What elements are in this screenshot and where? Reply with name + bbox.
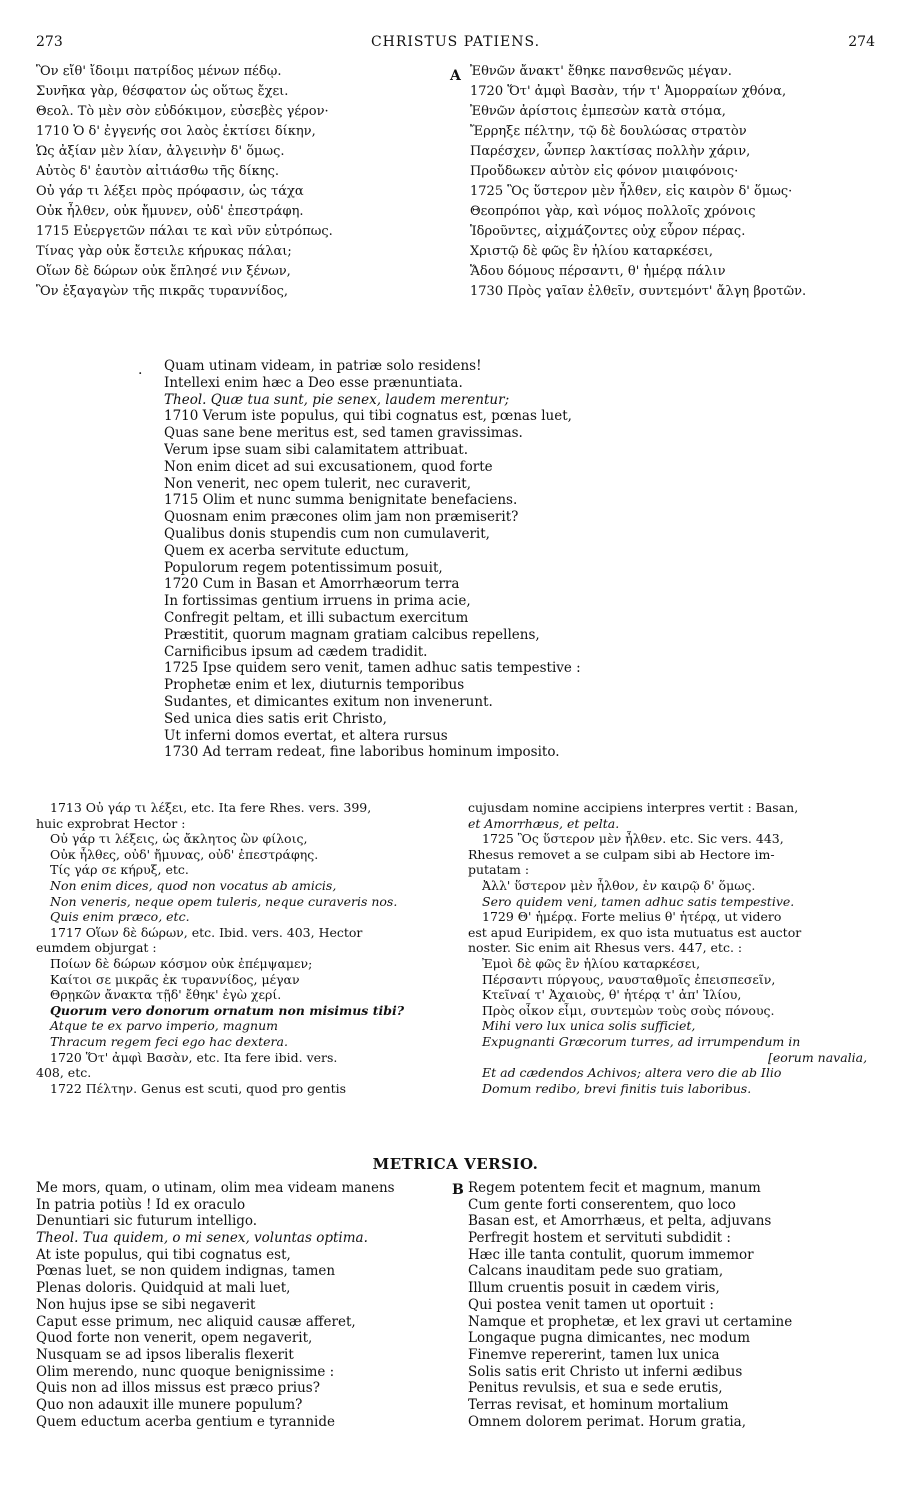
note-line: 1717 Οἵων δὲ δώρων, etc. Ibid. vers. 403, Hector: [50, 924, 363, 940]
note-line: Quorum vero donorum ornatum non misimus tibi?: [50, 1002, 405, 1018]
running-header: [36, 34, 875, 56]
note-line: putatam :: [468, 862, 530, 878]
verse-line: Omnem dolorem perimat. Horum gratia,: [468, 1413, 747, 1430]
greek-line: 1715 Εὐεργετῶν πάλαι τε καὶ νῦν εὐτρόπως.: [36, 224, 333, 239]
verse-line: Calcans inauditam pede suo gratiam,: [468, 1263, 724, 1280]
note-line: Expugnanti Græcorum turres, ad irrumpendum in: [482, 1033, 801, 1049]
latin-line: Quem ex acerba servitute eductum,: [164, 542, 410, 559]
greek-line: Οἵων δὲ δώρων οὐκ ἔπλησέ νιν ξένων,: [36, 264, 291, 279]
latin-translation: [164, 358, 581, 761]
verse-line: Quod forte non venerit, opem negaverit,: [36, 1330, 313, 1347]
greek-line: Ἐθνῶν ἄνακτ' ἔθηκε πανσθενῶς μέγαν.: [470, 64, 732, 79]
latin-line: Quas sane bene meritus est, sed tamen gravissimas.: [164, 425, 523, 442]
verse-line: Theol. Tua quidem, o mi senex, voluntas optima.: [36, 1230, 368, 1247]
verse-line: Qui postea venit tamen ut oportuit :: [468, 1296, 714, 1313]
note-line: Ποίων δὲ δώρων κόσμον οὐκ ἐπέμψαμεν;: [50, 955, 313, 971]
note-line: Ἀλλ' ὕστερον μὲν ἦλθον, ἐν καιρῷ δ' ὅμως.: [482, 877, 756, 893]
latin-line: Sed unica dies satis erit Christo,: [164, 710, 387, 727]
verse-line: Perfregit hostem et servituti subdidit :: [468, 1230, 731, 1247]
greek-line: Αὐτὸς δ' ἑαυτὸν αἰτιάσθω τῆς δίκης.: [36, 164, 279, 179]
note-line: 1722 Πέλτην. Genus est scuti, quod pro gentis: [50, 1080, 347, 1096]
metrica-versio-right-column: [468, 1180, 792, 1430]
greek-line: Ἐθνῶν ἀρίστοις ἐμπεσὼν κατὰ στόμα,: [470, 104, 726, 119]
note-line: et Amorrhæus, et pelta.: [468, 815, 620, 831]
note-line: Τίς γάρ σε κήρυξ, etc.: [50, 862, 189, 878]
greek-line: Οὐ γάρ τι λέξει πρὸς πρόφασιν, ὡς τάχα: [36, 184, 304, 199]
latin-line: Quam utinam videam, in patriæ solo residens!: [164, 358, 482, 374]
note-line: Οὐκ ἦλθες, οὐδ' ἤμυνας, οὐδ' ἐπεστράφης.: [50, 846, 319, 862]
greek-line: Θεοπρόποι γὰρ, καὶ νόμος πολλοῖς χρόνοις: [470, 204, 756, 219]
latin-line: Sudantes, et dimicantes exitum non invenerunt.: [164, 693, 493, 710]
latin-line: Intellexi enim hæc a Deo esse prænuntiata.: [164, 374, 463, 391]
greek-line: Ὃν εἴθ' ἴδοιμι πατρίδος μένων πέδῳ.: [36, 64, 282, 79]
greek-line: Τίνας γὰρ οὐκ ἔστειλε κήρυκας πάλαι;: [36, 244, 292, 259]
metrica-versio-left-column: [36, 1180, 395, 1430]
page-title: CHRISTUS PATIENS.: [370, 34, 541, 50]
latin-line: Theol. Quæ tua sunt, pie senex, laudem merentur;: [164, 391, 510, 408]
note-line: Ἐμοὶ δὲ φῶς ἓν ἡλίου καταρκέσει,: [482, 955, 701, 971]
verse-line: Solis satis erit Christo ut inferni ædibus: [468, 1363, 743, 1380]
verse-line: Cum gente forti conserentem, quo loco: [468, 1196, 736, 1213]
note-line: Rhesus removet a se culpam sibi ab Hectore im-: [468, 846, 775, 862]
latin-line: 1725 Ipse quidem sero venit, tamen adhuc satis tempestive :: [164, 660, 581, 677]
verse-line: Nusquam se ad ipsos liberalis flexerit: [36, 1346, 294, 1363]
greek-line: 1725 Ὃς ὕστερον μὲν ἦλθεν, εἰς καιρὸν δ' ὅμως·: [470, 184, 793, 199]
verse-line: Quis non ad illos missus est præco prius?: [36, 1380, 320, 1397]
greek-line: Παρέσχεν, ὧνπερ λακτίσας πολλὴν χάριν,: [470, 144, 751, 159]
note-line: 1725 Ὃς ὕστερον μὲν ἦλθεν. etc. Sic vers. 443,: [482, 831, 784, 847]
verse-line: Terras revisat, et hominum mortalium: [468, 1396, 729, 1413]
greek-line: Ἅδου δόμους πέρσαντι, θ' ἡμέρᾳ πάλιν: [470, 264, 726, 279]
note-line: Καίτοι σε μικρᾶς ἐκ τυραννίδος, μέγαν: [50, 971, 300, 987]
note-line: est apud Euripidem, ex quo ista mutuatus est auctor: [468, 924, 802, 940]
verse-line: Longaque pugna dimicantes, nec modum: [468, 1330, 751, 1347]
margin-letter-b: B: [452, 1182, 464, 1198]
greek-line: 1720 Ὅτ' ἀμφὶ Βασὰν, τήν τ' Ἀμορραίων χθόνα,: [470, 84, 787, 99]
note-line: Domum redibo, brevi finitis tuis laboribus.: [482, 1080, 752, 1096]
note-line: Πέρσαντι πύργους, ναυσταθμοῖς ἐπεισπεσεῖν,: [482, 971, 776, 987]
verse-line: Denuntiari sic futurum intelligo.: [36, 1213, 258, 1230]
greek-line: Ἔρρηξε πέλτην, τῷ δὲ δουλώσας στρατὸν: [470, 124, 747, 139]
note-line: Θρῃκῶν ἄνακτα τῇδ' ἔθηκ' ἐγὼ χερί.: [50, 987, 282, 1003]
note-line: Non enim dices, quod non vocatus ab amicis,: [50, 877, 337, 893]
verse-line: Regem potentem fecit et magnum, manum: [468, 1180, 761, 1196]
verse-line: Quo non adauxit ille munere populum?: [36, 1396, 303, 1413]
latin-line: Qualibus donis stupendis cum non cumulaverit,: [164, 525, 490, 542]
note-line: Πρὸς οἶκον εἶμι, συντεμὼν τοὺς σοὺς πόνους.: [482, 1002, 775, 1018]
note-line: Quis enim præco, etc.: [50, 909, 190, 925]
verse-line: Hæc ille tanta contulit, quorum immemor: [468, 1246, 754, 1263]
right-page-number: 274: [848, 34, 875, 50]
note-line: Et ad cædendos Achivos; altera vero die ab Ilio: [482, 1065, 782, 1081]
greek-line: Προὔδωκεν αὐτὸν εἰς φόνον μιαιφόνοις·: [470, 164, 739, 179]
verse-line: Quem eductum acerba gentium e tyrannide: [36, 1413, 336, 1430]
verse-line: Illum cruentis posuit in cædem viris,: [468, 1280, 720, 1297]
greek-text-right-column: [470, 62, 806, 302]
verse-line: Plenas doloris. Quidquid at mali luet,: [36, 1280, 291, 1297]
latin-line: Ut inferni domos evertat, et altera rursus: [164, 727, 448, 744]
latin-line: 1720 Cum in Basan et Amorrhæorum terra: [164, 576, 460, 593]
note-line: Οὐ γάρ τι λέξεις, ὡς ἄκλητος ὢν φίλοις,: [50, 831, 308, 847]
greek-line: 1730 Πρὸς γαῖαν ἐλθεῖν, συντεμόντ' ἄλγη βροτῶν.: [470, 284, 807, 299]
latin-line: In fortissimas gentium irruens in prima acie,: [164, 593, 471, 610]
verse-line: Pœnas luet, se non quidem indignas, tamen: [36, 1263, 336, 1280]
latin-line: Populorum regem potentissimum posuit,: [164, 559, 443, 576]
latin-line: Non venerit, nec opem tulerit, nec curaverit,: [164, 475, 471, 492]
greek-text-left-column: [36, 62, 333, 302]
note-line: eumdem objurgat :: [36, 940, 157, 956]
note-line: Atque te ex parvo imperio, magnum: [50, 1018, 279, 1034]
latin-line: Prophetæ enim et lex, diuturnis temporibus: [164, 677, 465, 694]
note-line: 1720 Ὅτ' ἀμφὶ Βασὰν, etc. Ita fere ibid. vers.: [50, 1049, 338, 1065]
greek-line: Ὡς ἀξίαν μὲν λίαν, ἀλγεινὴν δ' ὅμως.: [36, 144, 285, 159]
greek-line: Θεολ. Τὸ μὲν σὸν εὐδόκιμον, εὐσεβὲς γέρον·: [36, 104, 329, 119]
note-line: Sero quidem veni, tamen adhuc satis tempestive.: [482, 893, 795, 909]
latin-line: Verum ipse suam sibi calamitatem attribuat.: [164, 441, 469, 458]
greek-line: Ὃν ἐξαγαγὼν τῆς πικρᾶς τυραννίδος,: [36, 284, 289, 299]
greek-line: Συνῆκα γὰρ, θέσφατον ὡς οὕτως ἔχει.: [36, 84, 289, 99]
verse-line: Caput esse primum, nec aliquid causæ afferet,: [36, 1313, 356, 1330]
verse-line: Basan est, et Amorrhæus, et pelta, adjuvans: [468, 1213, 772, 1230]
note-line: noster. Sic enim ait Rhesus vers. 447, etc. :: [468, 940, 743, 956]
verse-line: Me mors, quam, o utinam, olim mea videam manens: [36, 1180, 395, 1196]
latin-line: Carnificibus ipsum ad cædem tradidit.: [164, 643, 428, 660]
note-line: 1713 Οὐ γάρ τι λέξει, etc. Ita fere Rhes. vers. 399,: [50, 800, 372, 815]
latin-line: Confregit peltam, et illi subactum exercitum: [164, 609, 469, 626]
notes-right-column: [468, 800, 867, 1096]
verse-line: Penitus revulsis, et sua e sede erutis,: [468, 1380, 723, 1397]
latin-line: 1730 Ad terram redeat, fine laboribus hominum imposito.: [164, 744, 560, 761]
latin-line: Præstitit, quorum magnam gratiam calcibus repellens,: [164, 626, 540, 643]
verse-line: At iste populus, qui tibi cognatus est,: [36, 1246, 291, 1263]
margin-letter-a: A: [450, 68, 461, 84]
left-page-number: 273: [36, 34, 63, 50]
verse-line: Non hujus ipse se sibi negaverit: [36, 1296, 256, 1313]
note-line: huic exprobrat Hector :: [36, 815, 186, 831]
greek-line: Χριστῷ δὲ φῶς ἓν ἡλίου καταρκέσει,: [470, 244, 714, 259]
latin-line: 1710 Verum iste populus, qui tibi cognatus est, pœnas luet,: [164, 408, 572, 425]
note-line: Thracum regem feci ego hac dextera.: [50, 1033, 288, 1049]
note-line: Non veneris, neque opem tuleris, neque curaveris nos.: [50, 893, 398, 909]
greek-line: Οὐκ ἦλθεν, οὐκ ἤμυνεν, οὐδ' ἐπεστράφη.: [36, 204, 304, 219]
note-line: 1729 Θ' ἡμέρᾳ. Forte melius θ' ἡτέρᾳ, ut videro: [482, 909, 782, 925]
latin-line: 1715 Olim et nunc summa benignitate benefaciens.: [164, 492, 518, 509]
note-line: 408, etc.: [36, 1065, 92, 1081]
greek-line: 1710 Ὁ δ' ἐγγενής σοι λαὸς ἐκτίσει δίκην,: [36, 124, 316, 139]
note-line: cujusdam nomine accipiens interpres vertit : Basan,: [468, 800, 799, 815]
note-line: Mihi vero lux unica solis sufficiet,: [482, 1018, 696, 1034]
notes-left-column: [36, 800, 404, 1096]
verse-line: Namque et prophetæ, et lex gravi ut certamine: [468, 1313, 793, 1330]
margin-dot: .: [138, 362, 143, 378]
section-title: METRICA VERSIO.: [372, 1155, 539, 1173]
latin-line: Quosnam enim præcones olim jam non præmiserit?: [164, 509, 519, 526]
note-line: Κτεῖναί τ' Ἀχαιοὺς, θ' ἡτέρᾳ τ' ἀπ' Ἰλίου,: [482, 987, 742, 1003]
verse-line: In patria potiùs ! Id ex oraculo: [36, 1196, 246, 1213]
latin-line: Non enim dicet ad sui excusationem, quod forte: [164, 458, 493, 475]
greek-line: Ἱδροῦντες, αἰχμάζοντες οὐχ εὗρον πέρας.: [470, 224, 746, 239]
note-line: [eorum navalia,: [768, 1049, 868, 1065]
verse-line: Olim merendo, nunc quoque benignissime :: [36, 1363, 335, 1380]
verse-line: Finemve repererint, tamen lux unica: [468, 1346, 720, 1363]
